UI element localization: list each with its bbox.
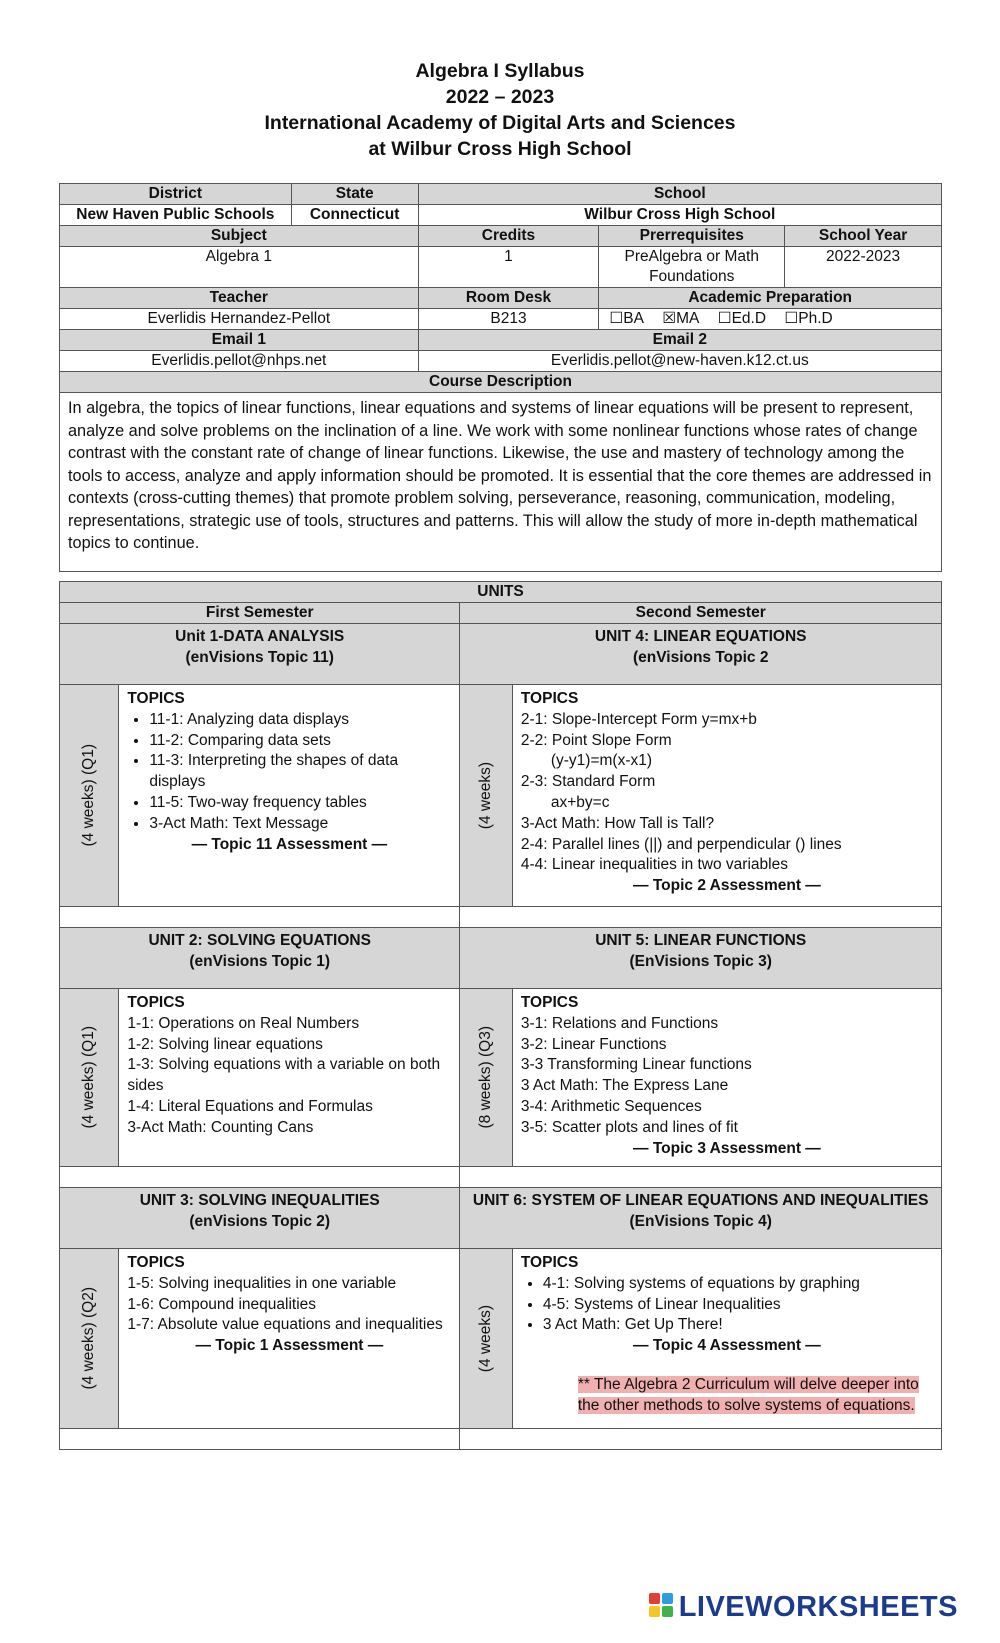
list-item: 3-5: Scatter plots and lines of fit <box>520 1118 738 1136</box>
unit-3-topics-heading: TOPICS <box>127 1254 185 1271</box>
checkbox-ba[interactable]: ☐BA <box>609 310 644 327</box>
unit-1-subtitle: (enVisions Topic 11) <box>185 649 334 666</box>
checkbox-ma[interactable]: ☒MA <box>662 310 700 327</box>
unit-6-note-wrap <box>578 1375 933 1417</box>
list-item: • 4-1: Solving systems of equations by graphing <box>543 1274 933 1295</box>
unit-6-assessment: — Topic 4 Assessment — <box>633 1337 821 1355</box>
unit-4-assessment: — Topic 2 Assessment — <box>633 877 821 895</box>
unit-3-subtitle: (enVisions Topic 2) <box>189 1213 331 1230</box>
unit-4-topics-heading: TOPICS <box>520 690 579 707</box>
unit-5-header <box>460 928 942 989</box>
unit-6-title: UNIT 6: SYSTEM OF LINEAR EQUATIONS AND INEQUALITIES <box>472 1192 929 1209</box>
spacer <box>460 907 942 928</box>
list-item: 3 Act Math: The Express Lane <box>520 1077 729 1095</box>
checkbox-edd[interactable]: ☐Ed.D <box>717 310 767 327</box>
unit-1-assessment: — Topic 11 Assessment — <box>191 835 388 853</box>
unit-4-topics <box>512 685 941 907</box>
list-item: 2-4: Parallel lines (||) and perpendicular () lines <box>520 835 842 853</box>
title-line-2: 2022 – 2023 <box>445 86 555 108</box>
list-item: • 3 Act Math: Get Up There! <box>543 1315 933 1336</box>
credits-value: 1 <box>418 247 599 288</box>
spacer <box>60 907 460 928</box>
prereq-line-2: Foundations <box>649 268 735 285</box>
unit-1-header <box>60 624 460 685</box>
unit-2-duration: (4 weeks) (Q1) <box>80 1026 98 1129</box>
unit-5-duration-cell <box>460 989 512 1167</box>
room-label: Room Desk <box>418 288 599 309</box>
unit-1-topics <box>119 685 460 907</box>
spacer <box>60 1167 460 1188</box>
list-item: 1-5: Solving inequalities in one variable <box>127 1274 397 1292</box>
unit-5-topics-heading: TOPICS <box>520 994 579 1011</box>
unit-6-subtitle: (EnVisions Topic 4) <box>629 1213 772 1230</box>
logo-square <box>649 1593 660 1604</box>
course-description-text: In algebra, the topics of linear functions, linear equations and systems of linear equations will be present to represent, analyze and solve problems on the inclination of a line. We work with some nonlinear functions whose rates of change contrast with the constant rate of change of linear functions. Likewise, the use and mastery of technology among the tools to access, analyze and apply information should be promoted. It is essential that the core themes are addressed in contexts (cross-cutting themes) that promote problem solving, perseverance, reasoning, communication, modeling, representations, strategic use of tools, structures and patterns. This will allow the study of more in-depth mathematical topics to continue. <box>60 393 942 572</box>
list-item: 2-1: Slope-Intercept Form y=mx+b <box>520 710 757 728</box>
list-item: 3-2: Linear Functions <box>520 1035 667 1053</box>
district-value: New Haven Public Schools <box>60 205 292 226</box>
list-item: 1-3: Solving equations with a variable on both sides <box>127 1056 441 1095</box>
liveworksheets-logo[interactable] <box>649 1591 958 1624</box>
unit-2-duration-cell <box>60 989 119 1167</box>
spacer <box>460 1429 942 1450</box>
list-item: 1-4: Literal Equations and Formulas <box>127 1097 373 1115</box>
list-item: • 11-2: Comparing data sets <box>149 731 451 752</box>
list-item: • 3-Act Math: Text Message <box>149 814 451 835</box>
prep-label: Academic Preparation <box>599 288 942 309</box>
logo-square <box>662 1606 673 1617</box>
unit-1-duration: (4 weeks) (Q1) <box>80 744 98 847</box>
info-table <box>59 183 942 572</box>
liveworksheets-logo-text: LIVEWORKSHEETS <box>678 1591 958 1623</box>
list-item: • 11-1: Analyzing data displays <box>149 710 451 731</box>
list-item: 2-2: Point Slope Form <box>520 731 672 749</box>
email1-label: Email 1 <box>60 330 419 351</box>
unit-6-topics <box>512 1249 941 1429</box>
unit-3-header <box>60 1188 460 1249</box>
list-item: 3-Act Math: How Tall is Tall? <box>520 814 715 832</box>
list-item: 1-7: Absolute value equations and inequalities <box>127 1316 443 1334</box>
unit-5-assessment: — Topic 3 Assessment — <box>633 1139 821 1157</box>
list-item: 2-3: Standard Form <box>520 773 656 791</box>
subject-value: Algebra 1 <box>60 247 419 288</box>
unit-4-header <box>460 624 942 685</box>
year-value: 2022-2023 <box>785 247 942 288</box>
room-value: B213 <box>418 309 599 330</box>
email1-value: Everlidis.pellot@nhps.net <box>60 351 419 372</box>
checkbox-phd[interactable]: ☐Ph.D <box>784 310 833 327</box>
list-item: 3-4: Arithmetic Sequences <box>520 1097 702 1115</box>
unit-5-title: UNIT 5: LINEAR FUNCTIONS <box>595 932 807 949</box>
school-label: School <box>418 184 941 205</box>
state-label: State <box>291 184 418 205</box>
unit-6-note: ** The Algebra 2 Curriculum will delve deeper into the other methods to solve systems of equations. <box>577 1375 919 1414</box>
prereq-line-1: PreAlgebra or Math <box>624 248 759 265</box>
list-item: 1-1: Operations on Real Numbers <box>127 1014 360 1032</box>
unit-6-duration: (4 weeks) <box>477 1304 495 1373</box>
unit-3-duration-cell <box>60 1249 119 1429</box>
email2-label: Email 2 <box>418 330 941 351</box>
unit-2-header <box>60 928 460 989</box>
syllabus-title <box>0 58 1000 162</box>
liveworksheets-logo-icon <box>649 1593 675 1619</box>
unit-6-topics-heading: TOPICS <box>520 1254 579 1271</box>
list-item: ax+by=c <box>550 793 610 811</box>
list-item: 3-1: Relations and Functions <box>520 1014 719 1032</box>
list-item: • 11-3: Interpreting the shapes of data displays <box>149 751 451 793</box>
school-value: Wilbur Cross High School <box>418 205 941 226</box>
title-line-4: at Wilbur Cross High School <box>368 138 632 160</box>
prep-checkboxes <box>599 309 942 330</box>
unit-3-duration: (4 weeks) (Q2) <box>80 1287 98 1390</box>
credits-label: Credits <box>418 226 599 247</box>
list-item: 3-Act Math: Counting Cans <box>127 1118 314 1136</box>
unit-5-topics <box>512 989 941 1167</box>
first-semester-label: First Semester <box>60 603 460 624</box>
unit-1-topic-list <box>127 710 451 835</box>
unit-2-subtitle: (enVisions Topic 1) <box>189 953 331 970</box>
unit-3-assessment: — Topic 1 Assessment — <box>195 1337 384 1355</box>
unit-4-duration-cell <box>460 685 512 907</box>
unit-6-duration-cell <box>460 1249 512 1429</box>
unit-6-topic-list <box>521 1274 933 1336</box>
email2-value: Everlidis.pellot@new-haven.k12.ct.us <box>418 351 941 372</box>
spacer <box>460 1167 942 1188</box>
unit-4-duration: (4 weeks) <box>477 761 495 830</box>
units-table <box>59 581 942 1450</box>
teacher-value: Everlidis Hernandez-Pellot <box>60 309 419 330</box>
unit-2-topics-heading: TOPICS <box>127 994 185 1011</box>
unit-1-duration-cell <box>60 685 119 907</box>
unit-1-topics-heading: TOPICS <box>127 690 185 707</box>
unit-1-title: Unit 1-DATA ANALYSIS <box>175 628 345 645</box>
unit-2-title: UNIT 2: SOLVING EQUATIONS <box>148 932 371 949</box>
logo-square <box>662 1593 673 1604</box>
state-value: Connecticut <box>291 205 418 226</box>
unit-6-header <box>460 1188 942 1249</box>
unit-2-topics <box>119 989 460 1167</box>
prereq-label: Prerrequisites <box>599 226 785 247</box>
list-item: 4-4: Linear inequalities in two variables <box>520 856 788 874</box>
list-item: 1-6: Compound inequalities <box>127 1295 317 1313</box>
list-item: 1-2: Solving linear equations <box>127 1035 323 1053</box>
unit-4-title: UNIT 4: LINEAR EQUATIONS <box>594 628 807 645</box>
unit-4-subtitle: (enVisions Topic 2 <box>632 649 769 666</box>
logo-square <box>649 1606 660 1617</box>
unit-3-title: UNIT 3: SOLVING INEQUALITIES <box>139 1192 380 1209</box>
list-item: (y-y1)=m(x-x1) <box>550 752 653 770</box>
second-semester-label: Second Semester <box>460 603 942 624</box>
district-label: District <box>60 184 292 205</box>
subject-label: Subject <box>60 226 419 247</box>
list-item: • 11-5: Two-way frequency tables <box>149 793 451 814</box>
title-line-1: Algebra I Syllabus <box>415 60 585 82</box>
title-line-3: International Academy of Digital Arts and Sciences <box>264 112 736 134</box>
unit-5-duration: (8 weeks) (Q3) <box>477 1026 495 1129</box>
list-item: • 4-5: Systems of Linear Inequalities <box>543 1295 933 1316</box>
units-label: UNITS <box>60 582 942 603</box>
unit-3-topics <box>119 1249 460 1429</box>
prereq-value <box>599 247 785 288</box>
list-item: 3-3 Transforming Linear functions <box>520 1056 752 1074</box>
teacher-label: Teacher <box>60 288 419 309</box>
course-description-label: Course Description <box>60 372 942 393</box>
unit-5-subtitle: (EnVisions Topic 3) <box>629 953 772 970</box>
spacer <box>60 1429 460 1450</box>
year-label: School Year <box>785 226 942 247</box>
